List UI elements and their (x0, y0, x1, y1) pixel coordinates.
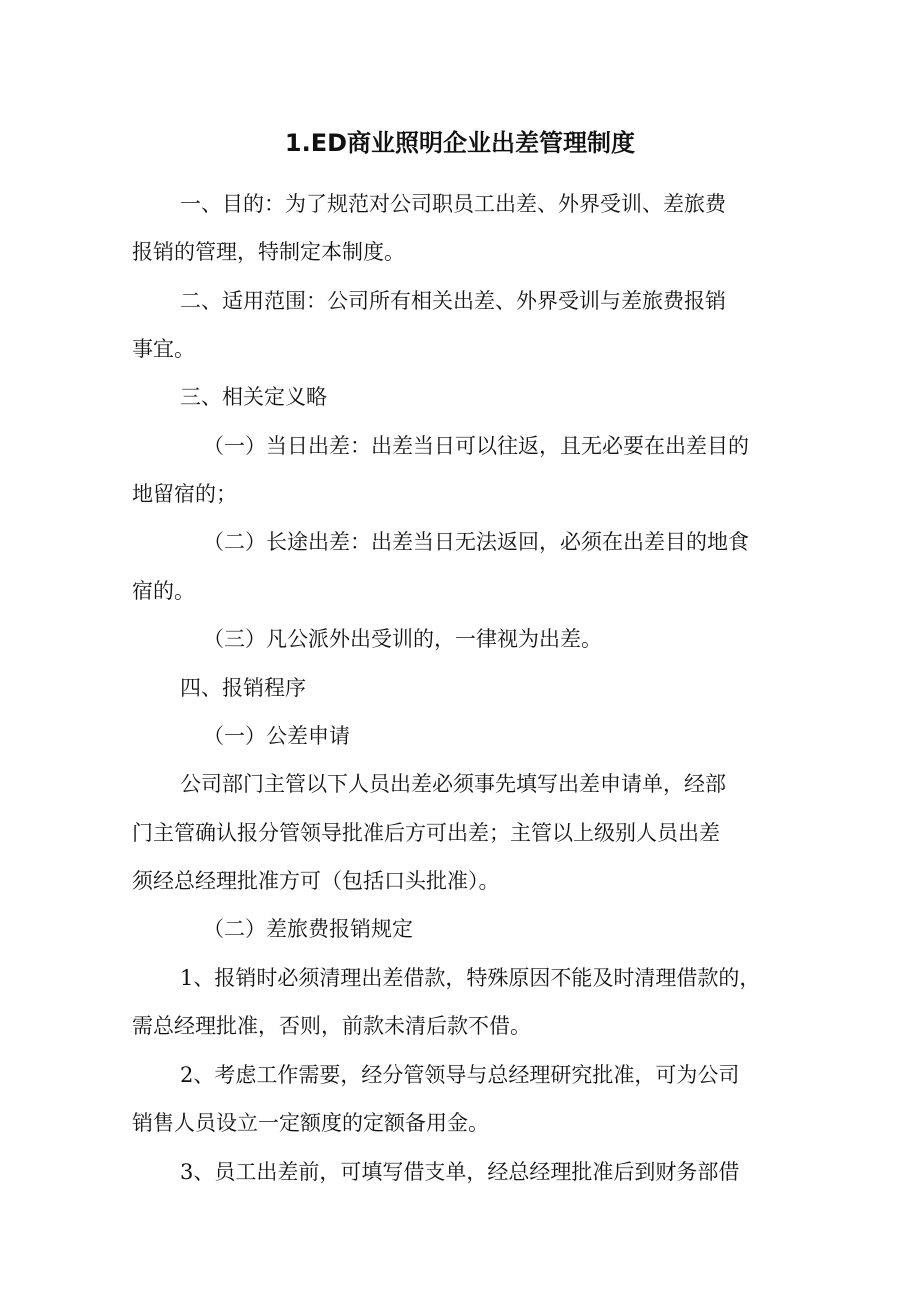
paragraph-line: 公司部门主管以下人员出差必须事先填写出差申请单，经部 (180, 772, 726, 796)
paragraph-line: 宿的。 (132, 579, 195, 603)
paragraph-line: 一、目的：为了规范对公司职员工出差、外界受训、差旅费 (180, 192, 726, 216)
section-heading: 三、相关定义略 (180, 385, 327, 409)
paragraph-line: 报销的管理，特制定本制度。 (132, 240, 405, 264)
subsection-heading: （一）公差申请 (203, 724, 350, 748)
paragraph-line: 1、报销时必须清理出差借款，特殊原因不能及时清理借款的， (180, 966, 761, 990)
section-heading: 四、报销程序 (180, 676, 306, 700)
paragraph-line: 销售人员设立一定额度的定额备用金。 (132, 1111, 489, 1135)
paragraph-line: 需总经理批准，否则，前款未清后款不借。 (132, 1014, 531, 1038)
paragraph-line: 二、适用范围：公司所有相关出差、外界受训与差旅费报销 (180, 289, 726, 313)
paragraph-line: （二）长途出差：出差当日无法返回，必须在出差目的地食 (203, 530, 749, 554)
paragraph-line: （三）凡公派外出受训的，一律视为出差。 (203, 627, 602, 651)
document-title: 1.ED商业照明企业出差管理制度 (284, 129, 636, 157)
paragraph-line: 须经总经理批准方可（包括口头批准）。 (132, 869, 500, 893)
subsection-heading: （二）差旅费报销规定 (203, 917, 413, 941)
paragraph-line: 地留宿的； (132, 482, 237, 506)
paragraph-line: （一）当日出差：出差当日可以往返，且无必要在出差目的 (203, 434, 749, 458)
paragraph-line: 事宜。 (132, 337, 195, 361)
paragraph-line: 门主管确认报分管领导批准后方可出差；主管以上级别人员出差 (132, 821, 720, 845)
paragraph-line: 3、员工出差前，可填写借支单，经总经理批准后到财务部借 (180, 1160, 740, 1184)
paragraph-line: 2、考虑工作需要，经分管领导与总经理研究批准，可为公司 (180, 1063, 740, 1087)
